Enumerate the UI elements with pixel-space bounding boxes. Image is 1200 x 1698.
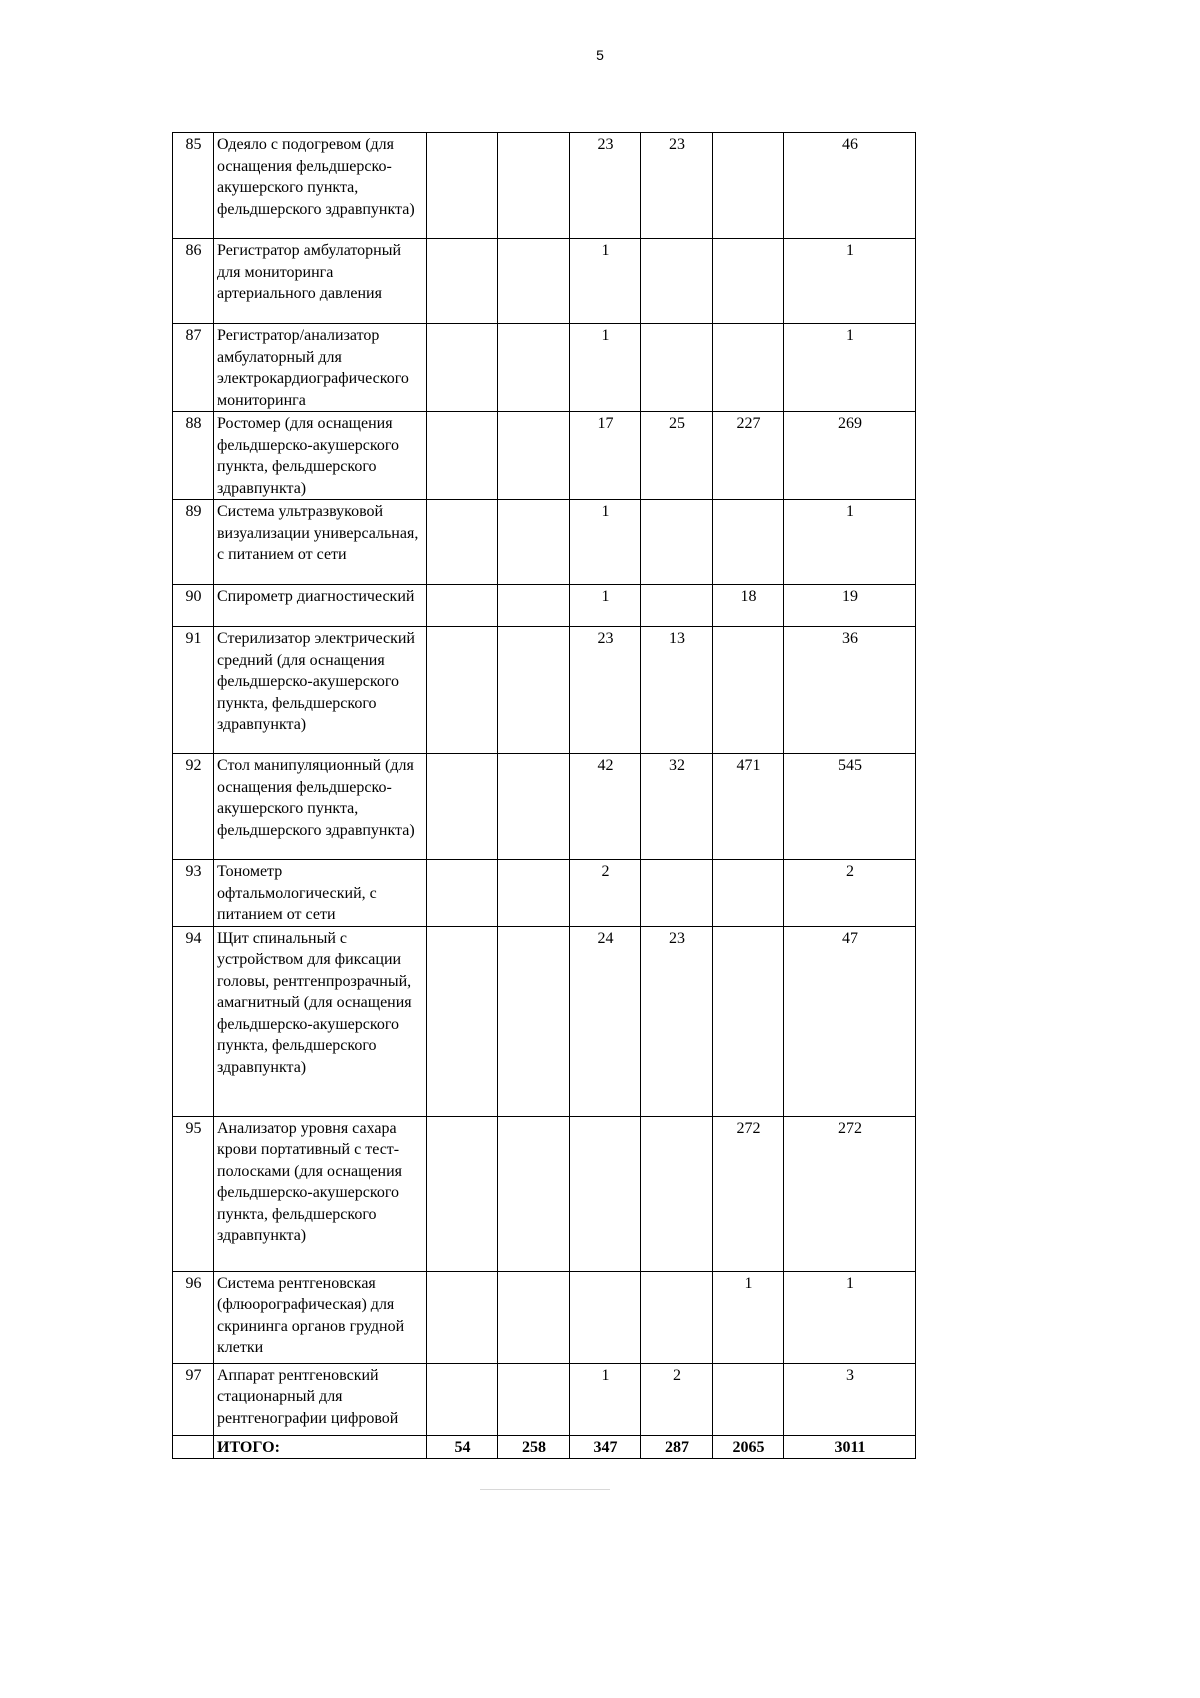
item-name: Стол манипуляционный (для оснащения фельдшерско-акушерского пункта, фельдшерского здравпункта) xyxy=(214,754,427,860)
table-row xyxy=(173,585,916,627)
item-name: Система рентгеновская (флюорографическая) для скрининга органов грудной клетки xyxy=(214,1271,427,1363)
item-name: Спирометр диагностический xyxy=(214,585,427,627)
equipment-table xyxy=(172,132,916,1459)
total-col-1: 54 xyxy=(427,1435,498,1459)
qty-col-4: 23 xyxy=(641,133,713,239)
footer-divider xyxy=(480,1489,610,1490)
row-number: 89 xyxy=(173,500,214,585)
row-number: 88 xyxy=(173,412,214,500)
row-number: 91 xyxy=(173,627,214,754)
item-name: Тонометр офтальмологический, с питанием от сети xyxy=(214,860,427,927)
qty-total: 46 xyxy=(784,133,916,239)
item-name: Анализатор уровня сахара крови портативный с тест-полосками (для оснащения фельдшерско-акушерского пункта, фельдшерского здравпункта) xyxy=(214,1116,427,1271)
qty-col-5 xyxy=(713,926,784,1116)
row-number: 97 xyxy=(173,1363,214,1435)
qty-col-1 xyxy=(427,133,498,239)
qty-col-4: 13 xyxy=(641,627,713,754)
qty-total: 1 xyxy=(784,239,916,324)
qty-total: 2 xyxy=(784,860,916,927)
qty-col-5 xyxy=(713,324,784,412)
table-row xyxy=(173,412,916,500)
qty-col-1 xyxy=(427,585,498,627)
row-number: 86 xyxy=(173,239,214,324)
qty-col-4 xyxy=(641,860,713,927)
total-label: ИТОГО: xyxy=(214,1435,427,1459)
table-row xyxy=(173,1363,916,1435)
qty-col-2 xyxy=(498,627,570,754)
total-col-5: 2065 xyxy=(713,1435,784,1459)
qty-col-4 xyxy=(641,239,713,324)
table-row xyxy=(173,1116,916,1271)
qty-col-5 xyxy=(713,239,784,324)
qty-col-4 xyxy=(641,500,713,585)
qty-total: 36 xyxy=(784,627,916,754)
total-col-2: 258 xyxy=(498,1435,570,1459)
qty-total: 269 xyxy=(784,412,916,500)
qty-col-2 xyxy=(498,860,570,927)
qty-col-2 xyxy=(498,133,570,239)
row-number: 92 xyxy=(173,754,214,860)
qty-col-3: 2 xyxy=(570,860,641,927)
qty-col-2 xyxy=(498,324,570,412)
table-row xyxy=(173,754,916,860)
qty-col-4: 32 xyxy=(641,754,713,860)
row-number xyxy=(173,1435,214,1459)
qty-col-3: 1 xyxy=(570,585,641,627)
row-number: 95 xyxy=(173,1116,214,1271)
qty-col-1 xyxy=(427,627,498,754)
equipment-table-body xyxy=(173,133,916,1459)
qty-col-5: 18 xyxy=(713,585,784,627)
qty-col-1 xyxy=(427,860,498,927)
qty-col-2 xyxy=(498,1271,570,1363)
qty-col-5 xyxy=(713,133,784,239)
qty-col-1 xyxy=(427,1116,498,1271)
qty-total: 272 xyxy=(784,1116,916,1271)
qty-col-4 xyxy=(641,1116,713,1271)
table-row xyxy=(173,500,916,585)
qty-col-4: 23 xyxy=(641,926,713,1116)
item-name: Стерилизатор электрический средний (для оснащения фельдшерско-акушерского пункта, фельдшерского здравпункта) xyxy=(214,627,427,754)
row-number: 94 xyxy=(173,926,214,1116)
qty-col-3: 24 xyxy=(570,926,641,1116)
qty-col-2 xyxy=(498,1116,570,1271)
qty-col-5 xyxy=(713,1363,784,1435)
qty-col-4 xyxy=(641,324,713,412)
qty-col-1 xyxy=(427,500,498,585)
row-number: 93 xyxy=(173,860,214,927)
total-row xyxy=(173,1435,916,1459)
qty-col-3: 1 xyxy=(570,324,641,412)
qty-col-5: 1 xyxy=(713,1271,784,1363)
qty-col-2 xyxy=(498,754,570,860)
qty-col-2 xyxy=(498,412,570,500)
qty-total: 3 xyxy=(784,1363,916,1435)
table-row xyxy=(173,324,916,412)
qty-col-3: 23 xyxy=(570,133,641,239)
qty-col-3: 23 xyxy=(570,627,641,754)
qty-col-3: 42 xyxy=(570,754,641,860)
item-name: Щит спинальный с устройством для фиксации головы, рентгенпрозрачный, амагнитный (для оснащения фельдшерско-акушерского пункта, фельдшерского здравпункта) xyxy=(214,926,427,1116)
grand-total: 3011 xyxy=(784,1435,916,1459)
qty-col-3 xyxy=(570,1116,641,1271)
qty-col-3: 1 xyxy=(570,500,641,585)
qty-col-5: 272 xyxy=(713,1116,784,1271)
qty-total: 1 xyxy=(784,500,916,585)
item-name: Ростомер (для оснащения фельдшерско-акушерского пункта, фельдшерского здравпункта) xyxy=(214,412,427,500)
qty-col-4 xyxy=(641,1271,713,1363)
qty-total: 545 xyxy=(784,754,916,860)
table-row xyxy=(173,133,916,239)
qty-col-3: 1 xyxy=(570,239,641,324)
table-row xyxy=(173,239,916,324)
qty-col-5: 227 xyxy=(713,412,784,500)
qty-col-2 xyxy=(498,239,570,324)
qty-col-3 xyxy=(570,1271,641,1363)
qty-total: 1 xyxy=(784,324,916,412)
page-number: 5 xyxy=(596,47,604,63)
row-number: 85 xyxy=(173,133,214,239)
total-col-3: 347 xyxy=(570,1435,641,1459)
qty-col-4: 2 xyxy=(641,1363,713,1435)
qty-col-1 xyxy=(427,1363,498,1435)
table-row xyxy=(173,926,916,1116)
qty-col-4: 25 xyxy=(641,412,713,500)
qty-col-1 xyxy=(427,239,498,324)
qty-total: 19 xyxy=(784,585,916,627)
qty-col-1 xyxy=(427,412,498,500)
qty-col-1 xyxy=(427,324,498,412)
qty-col-2 xyxy=(498,1363,570,1435)
qty-col-2 xyxy=(498,585,570,627)
qty-col-4 xyxy=(641,585,713,627)
qty-col-1 xyxy=(427,1271,498,1363)
qty-col-2 xyxy=(498,500,570,585)
item-name: Регистратор/анализатор амбулаторный для электрокардиографического мониторинга xyxy=(214,324,427,412)
qty-total: 1 xyxy=(784,1271,916,1363)
qty-col-3: 17 xyxy=(570,412,641,500)
qty-col-3: 1 xyxy=(570,1363,641,1435)
item-name: Одеяло с подогревом (для оснащения фельдшерско-акушерского пункта, фельдшерского здравпункта) xyxy=(214,133,427,239)
row-number: 87 xyxy=(173,324,214,412)
qty-total: 47 xyxy=(784,926,916,1116)
qty-col-5 xyxy=(713,500,784,585)
row-number: 96 xyxy=(173,1271,214,1363)
qty-col-5 xyxy=(713,860,784,927)
qty-col-5 xyxy=(713,627,784,754)
row-number: 90 xyxy=(173,585,214,627)
qty-col-2 xyxy=(498,926,570,1116)
qty-col-1 xyxy=(427,926,498,1116)
total-col-4: 287 xyxy=(641,1435,713,1459)
table-row xyxy=(173,860,916,927)
item-name: Аппарат рентгеновский стационарный для рентгенографии цифровой xyxy=(214,1363,427,1435)
item-name: Регистратор амбулаторный для мониторинга артериального давления xyxy=(214,239,427,324)
table-row xyxy=(173,627,916,754)
qty-col-1 xyxy=(427,754,498,860)
item-name: Система ультразвуковой визуализации универсальная, с питанием от сети xyxy=(214,500,427,585)
qty-col-5: 471 xyxy=(713,754,784,860)
table-row xyxy=(173,1271,916,1363)
